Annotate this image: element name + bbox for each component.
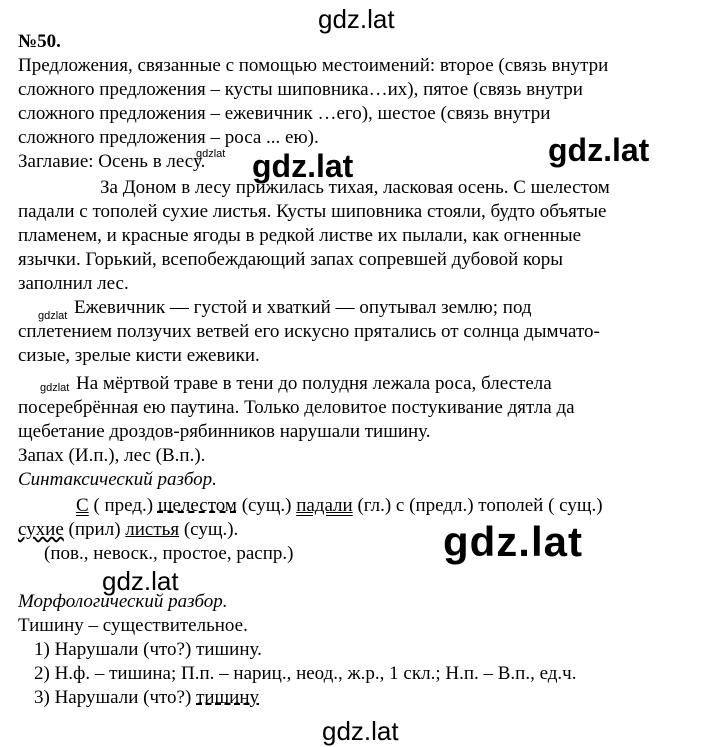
intro-line: сложного предложения – кусты шиповника…их), пятое (связь внутри: [18, 79, 583, 100]
syntax-note: ( пред.): [88, 495, 158, 516]
text-line: пламенем, и красные ягоды в редкой листве их пылали, как огненные: [18, 225, 582, 246]
watermark-small-1: gdzlat: [196, 148, 226, 160]
syntax-note: (сущ.).: [179, 519, 239, 540]
exercise-number: №50.: [18, 31, 61, 52]
morph-item: [34, 686, 259, 709]
watermark-small-3: gdzlat: [40, 382, 70, 394]
syntax-word: шелестом: [157, 495, 237, 516]
syntax-word: С: [76, 495, 89, 516]
sentence-type: (пов., невоск., простое, распр.): [44, 543, 294, 564]
text-line: посеребрённая ею паутина. Только деловитое постукивание дятла да: [18, 397, 575, 418]
text-line: Ежевичник — густой и хваткий — опутывал землю; под: [74, 297, 532, 318]
morph-item: 1) Нарушали (что?) тишину.: [34, 639, 262, 660]
text-line: сплетением ползучих ветвей его искусно прятались от солнца дымчато-: [18, 321, 600, 342]
intro-line: сложного предложения – роса ... ею).: [18, 127, 319, 148]
syntax-word: падали: [296, 495, 353, 516]
syntax-line: [76, 494, 603, 517]
cases-line: Запах (И.п.), лес (В.п.).: [18, 445, 206, 466]
syntax-line: [18, 518, 238, 541]
morph-item: 2) Н.ф. – тишина; П.п. – нариц., неод., ж.р., 1 скл.; Н.п. – В.п., ед.ч.: [34, 663, 577, 684]
morph-item-text: 3) Нарушали (что?): [34, 687, 197, 708]
morph-word: Тишину – существительное.: [18, 615, 248, 636]
syntax-heading: Синтаксический разбор.: [18, 469, 217, 490]
watermark-top: gdz.lat: [318, 4, 395, 34]
morph-heading: Морфологический разбор.: [18, 591, 228, 612]
syntax-word: сухие: [18, 519, 64, 540]
watermark-mid-left: gdz.lat: [252, 148, 354, 184]
morph-item-word: тишину: [196, 687, 259, 708]
watermark-mid-right: gdz.lat: [548, 132, 650, 168]
title-line: Заглавие: Осень в лесу.: [18, 151, 206, 172]
text-line: сизые, зрелые кисти ежевики.: [18, 345, 260, 366]
text-line: язычки. Горький, всепобеждающий запах сопревшей дубовой коры: [18, 249, 564, 270]
syntax-note: (сущ.): [236, 495, 297, 516]
watermark-big: gdz.lat: [443, 518, 583, 565]
text-line: На мёртвой траве в тени до полудня лежала роса, блестела: [76, 373, 552, 394]
text-line: щебетание дроздов-рябинников нарушали тишину.: [18, 421, 431, 442]
text-line: За Доном в лесу прижилась тихая, ласковая осень. С шелестом: [100, 177, 610, 198]
watermark-bottom: gdz.lat: [322, 716, 399, 746]
text-line: падали с тополей сухие листья. Кусты шиповника стояли, будто объятые: [18, 201, 607, 222]
intro-line: сложного предложения – ежевичник …его), шестое (связь внутри: [18, 103, 551, 124]
syntax-note: (прил): [63, 519, 126, 540]
syntax-note: (гл.) с (предл.) тополей ( сущ.): [352, 495, 603, 516]
intro-line: Предложения, связанные с помощью местоимений: второе (связь внутри: [18, 55, 609, 76]
watermark-lower-left: gdz.lat: [102, 566, 179, 596]
text-line: заполнил лес.: [18, 273, 129, 294]
syntax-word: листья: [125, 519, 180, 540]
watermark-small-2: gdzlat: [38, 310, 68, 322]
